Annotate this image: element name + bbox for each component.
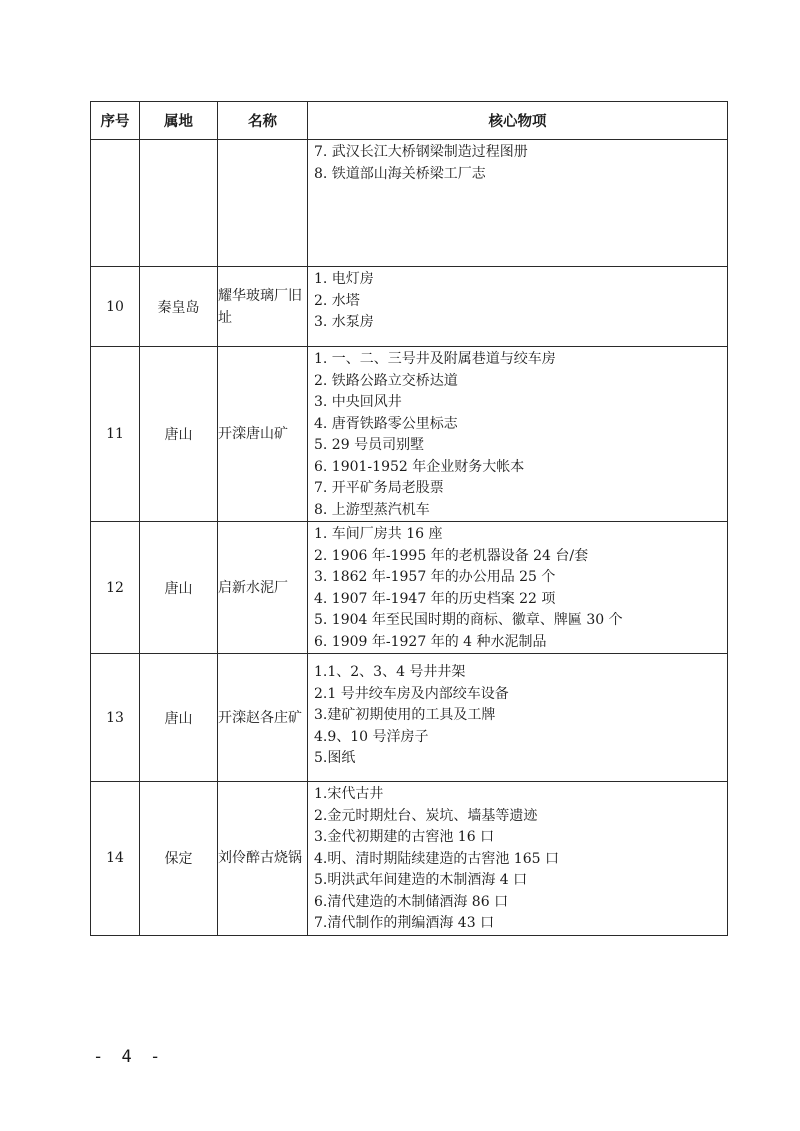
row-location-cell: 保定 [140,782,218,936]
table-row [91,267,728,347]
list-item: 4. 唐胥铁路零公里标志 [314,415,458,432]
table-row [91,522,728,654]
list-item: 3.建矿初期使用的工具及工牌 [314,707,496,723]
table-row [91,140,728,267]
row-core-items-cell [308,267,728,347]
list-item: 7. 开平矿务局老股票 [314,480,444,496]
list-item: 7.清代制作的荆编酒海 43 口 [314,915,495,931]
row-location-cell: 唐山 [140,654,218,782]
header-location: 属地 [140,102,218,140]
core-items-list [308,522,727,653]
list-item: 4.明、清时期陆续建造的古窖池 165 口 [314,850,559,867]
row-location-cell: 唐山 [140,347,218,522]
list-item: 7. 武汉长江大桥钢梁制造过程图册 [314,144,528,160]
header-core-items: 核心物项 [308,102,728,140]
page-number: - 4 - [93,1047,165,1067]
table-header-row [91,102,728,140]
row-name-cell [218,140,308,267]
list-item: 4. 1907 年-1947 年的历史档案 22 项 [314,590,556,607]
list-item: 4.9、10 号洋房子 [314,728,429,745]
list-item: 6.清代建造的木制储酒海 86 口 [314,893,509,910]
list-item: 1. 车间厂房共 16 座 [314,526,443,542]
list-item: 8. 铁道部山海关桥梁工厂志 [314,165,486,182]
header-num: 序号 [91,102,140,140]
list-item: 3.金代初期建的古窖池 16 口 [314,829,495,845]
list-item: 2.1 号井绞车房及内部绞车设备 [314,685,509,702]
row-name-cell: 耀华玻璃厂旧址 [218,267,308,347]
row-number-cell: 13 [91,654,140,782]
list-item: 2.金元时期灶台、炭坑、墙基等遗迹 [314,807,538,824]
list-item: 3. 1862 年-1957 年的办公用品 25 个 [314,569,556,585]
list-item: 3. 中央回风井 [314,394,402,410]
row-core-items-cell [308,654,728,782]
list-item: 5. 1904 年至民国时期的商标、徽章、牌匾 30 个 [314,612,623,628]
list-item: 5.明洪武年间建造的木制酒海 4 口 [314,872,528,888]
row-name-cell: 刘伶醉古烧锅 [218,782,308,936]
list-item: 3. 水泵房 [314,314,374,330]
list-item: 1.1、2、3、4 号井井架 [314,664,466,680]
list-item: 1. 一、二、三号井及附属巷道与绞车房 [314,351,556,367]
core-items-table [90,101,728,936]
core-items-list [308,782,727,935]
list-item: 2. 水塔 [314,292,360,309]
row-number-cell [91,140,140,267]
table-row [91,347,728,522]
list-item: 2. 铁路公路立交桥达道 [314,372,458,389]
list-item: 8. 上游型蒸汽机车 [314,501,430,518]
table-row [91,782,728,936]
core-items-list [308,654,727,770]
row-core-items-cell [308,782,728,936]
header-name: 名称 [218,102,308,140]
core-items-list [308,267,727,334]
row-number-cell: 14 [91,782,140,936]
core-items-list [308,140,727,185]
table-body [91,140,728,936]
row-number-cell: 12 [91,522,140,654]
row-location-cell: 唐山 [140,522,218,654]
row-number-cell: 10 [91,267,140,347]
list-item: 5.图纸 [314,750,356,766]
table-row [91,654,728,782]
row-number-cell: 11 [91,347,140,522]
row-location-cell: 秦皇岛 [140,267,218,347]
row-name-cell: 启新水泥厂 [218,522,308,654]
row-core-items-cell [308,522,728,654]
list-item: 6. 1901-1952 年企业财务大帐本 [314,458,525,475]
list-item: 1.宋代古井 [314,786,384,802]
core-items-list [308,347,727,521]
list-item: 5. 29 号员司别墅 [314,437,425,453]
row-core-items-cell [308,140,728,267]
list-item: 2. 1906 年-1995 年的老机器设备 24 台/套 [314,547,589,564]
row-name-cell: 开滦赵各庄矿 [218,654,308,782]
row-name-cell: 开滦唐山矿 [218,347,308,522]
row-core-items-cell [308,347,728,522]
list-item: 6. 1909 年-1927 年的 4 种水泥制品 [314,633,547,650]
row-location-cell [140,140,218,267]
list-item: 1. 电灯房 [314,271,374,287]
